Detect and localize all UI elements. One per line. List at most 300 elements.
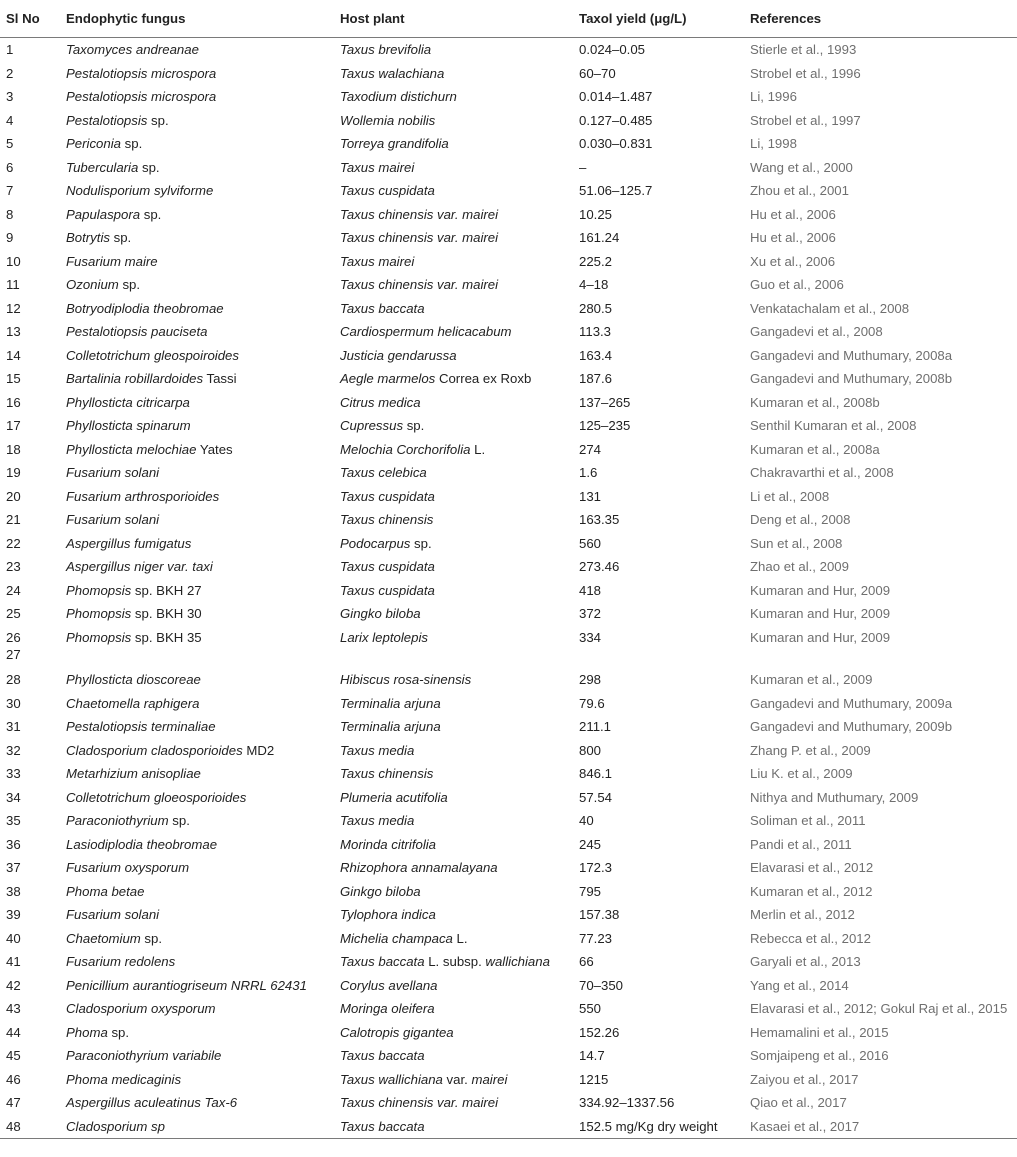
italic-segment: Colletotrichum gleospoiroides [66,347,239,363]
fungus-cell [66,1115,165,1139]
table-row [0,156,1017,180]
taxol-yield-cell: 334 [579,629,602,645]
table-row [0,344,1017,368]
sl-no-cell: 16 [6,394,21,410]
fungus-cell [66,668,201,692]
fungus-cell [66,692,199,716]
italic-segment: Rhizophora annamalayana [340,860,498,875]
fungus-cell [66,1044,221,1068]
taxol-yield-cell: 560 [579,535,602,551]
taxol-yield-cell: 298 [579,672,602,687]
fungus-cell [66,85,216,109]
italic-segment: Phomopsis [66,582,132,598]
host-plant-cell [340,414,424,438]
italic-segment: Taxus walachiana [340,65,445,81]
sl-no-cell: 6 [6,159,14,175]
fungus-cell [66,62,216,86]
reference-cell: Chakravarthi et al., 2008 [750,465,894,480]
italic-segment: Pestalotiopsis terminaliae [66,719,216,734]
sl-no-cell: 40 [6,930,21,946]
host-plant-cell [340,974,438,998]
host-plant-cell [340,579,435,603]
text-segment: sp. [147,112,169,128]
fungus-cell [66,1068,181,1092]
host-plant-cell [340,1068,507,1092]
host-plant-cell [340,668,471,692]
fungus-cell [66,203,161,227]
italic-segment: Fusarium arthrosporioides [66,488,220,504]
host-plant-cell [340,320,512,344]
sl-no-cell: 15 [6,371,21,386]
fungus-cell [66,485,219,509]
table-row [0,414,1017,438]
sl-no-cell: 3 [6,89,14,104]
italic-segment: Cladosporium cladosporioides [66,742,243,758]
italic-segment: Taxus baccata [340,954,425,969]
fungus-cell [66,762,201,786]
host-plant-cell [340,532,432,556]
host-plant-cell [340,692,441,716]
taxol-yield-cell: 0.127–0.485 [579,112,653,128]
italic-segment: Moringa oleifera [340,1001,435,1016]
reference-cell: Gangadevi and Muthumary, 2009a [750,695,953,711]
taxol-yield-cell: 57.54 [579,789,613,805]
italic-segment: Justicia gendarussa [340,347,457,363]
host-plant-cell [340,250,414,274]
header-sl-no: Sl No [6,11,40,26]
reference-cell: Zaiyou et al., 2017 [750,1071,859,1087]
host-plant-cell [340,950,550,974]
italic-segment: Phyllosticta dioscoreae [66,672,201,687]
italic-segment: Aspergillus aculeatinus Tax-6 [66,1095,238,1110]
taxol-yield-cell: 152.26 [579,1024,620,1040]
text-segment: L. [452,930,468,946]
fungus-cell [66,997,216,1021]
header-host-plant: Host plant [340,11,405,26]
host-plant-cell [340,833,436,857]
text-segment: sp. BKH 27 [131,582,202,598]
sl-no-cell: 8 [6,206,14,222]
italic-segment: Taxus cuspidata [340,582,435,598]
fungus-cell [66,809,190,833]
italic-segment: Taxus chinensis [340,766,434,781]
taxol-yield-cell: 245 [579,836,602,852]
fungus-cell [66,1091,237,1115]
italic-segment: Taxus chinensis var. mairei [340,277,499,292]
reference-cell: Wang et al., 2000 [750,159,853,175]
italic-segment: Taxus brevifolia [340,42,432,57]
italic-segment: Fusarium oxysporum [66,860,190,875]
host-plant-cell [340,762,433,786]
italic-segment: Taxus chinensis var. mairei [340,230,499,245]
host-plant-cell [340,715,441,739]
taxol-yield-cell: 14.7 [579,1048,605,1063]
italic-segment: Fusarium maire [66,253,158,269]
italic-segment: Pestalotiopsis [66,112,148,128]
reference-cell: Li, 1998 [750,136,797,151]
italic-segment: Phyllosticta melochiae [66,441,197,457]
table-row [0,250,1017,274]
sl-no-cell: 26 [6,629,21,645]
sl-no-cell: 21 [6,512,21,527]
reference-cell: Xu et al., 2006 [750,253,836,269]
table-row [0,485,1017,509]
fungus-cell [66,833,217,857]
text-segment: sp. [168,813,190,828]
table-row [0,203,1017,227]
host-plant-cell [340,903,436,927]
host-plant-cell [340,1115,425,1139]
italic-segment: Melochia Corchorifolia [340,441,471,457]
fungus-cell [66,602,202,626]
reference-cell: Kumaran and Hur, 2009 [750,606,891,621]
reference-cell: Gangadevi and Muthumary, 2008b [750,371,953,386]
italic-segment: Taxodium distichurn [340,89,457,104]
fungus-cell [66,297,224,321]
host-plant-cell [340,461,427,485]
fungus-cell [66,156,160,180]
text-segment: sp. [138,159,160,175]
taxol-yield-cell: 163.35 [579,512,620,527]
taxol-yield-cell: 172.3 [579,860,613,875]
italic-segment: Taxus cuspidata [340,183,435,198]
table-row [0,1115,1017,1140]
table-row [0,786,1017,810]
fungus-cell [66,950,175,974]
taxol-yield-cell: 163.4 [579,347,613,363]
reference-cell: Guo et al., 2006 [750,277,844,292]
taxol-yield-cell: 418 [579,582,602,598]
table-row [0,649,1017,668]
reference-cell: Kumaran et al., 2009 [750,672,873,687]
italic-segment: Cladosporium oxysporum [66,1001,216,1016]
sl-no-cell: 20 [6,488,21,504]
table-row [0,1044,1017,1068]
italic-segment: Taxus chinensis [340,512,434,527]
host-plant-cell [340,109,435,133]
host-plant-cell [340,1091,498,1115]
italic-segment: Taxus media [340,742,415,758]
taxol-yield-cell: 70–350 [579,977,624,993]
sl-no-cell: 38 [6,883,21,899]
italic-segment: Calotropis gigantea [340,1024,454,1040]
sl-no-cell: 33 [6,766,21,781]
table-row [0,997,1017,1021]
sl-no-cell: 22 [6,535,21,551]
reference-cell: Hu et al., 2006 [750,206,836,222]
taxol-yield-cell: – [579,159,587,175]
reference-cell: Strobel et al., 1997 [750,112,861,128]
header-taxol-yield: Taxol yield (μg/L) [579,11,687,26]
table-row [0,297,1017,321]
table-row [0,739,1017,763]
taxol-yield-cell: 1.6 [579,465,598,480]
sl-no-cell: 48 [6,1118,21,1134]
sl-no-cell: 2 [6,65,14,81]
host-plant-cell [340,85,457,109]
italic-segment: Taxus baccata [340,1118,425,1134]
italic-segment: Botrytis [66,230,110,245]
table-row [0,579,1017,603]
sl-no-cell: 4 [6,112,14,128]
italic-segment: Nodulisporium sylviforme [66,183,214,198]
italic-segment: Phomopsis [66,606,132,621]
reference-cell: Rebecca et al., 2012 [750,930,871,946]
italic-segment: Wollemia nobilis [340,112,436,128]
host-plant-cell [340,555,435,579]
table-row [0,1068,1017,1092]
fungus-cell [66,555,213,579]
text-segment: Yates [196,441,233,457]
italic-segment: Fusarium solani [66,512,160,527]
table-row [0,38,1017,62]
fungus-cell [66,579,202,603]
fungus-cell [66,132,142,156]
sl-no-cell: 31 [6,719,21,734]
table-row [0,1091,1017,1115]
reference-cell: Kumaran et al., 2008a [750,441,880,457]
italic-segment: Taxus baccata [340,300,425,316]
sl-no-cell: 14 [6,347,21,363]
italic-segment: Lasiodiplodia theobromae [66,836,218,852]
taxol-yield-cell: 60–70 [579,65,616,81]
reference-cell: Hemamalini et al., 2015 [750,1024,889,1040]
table-row [0,273,1017,297]
sl-no-cell: 45 [6,1048,21,1063]
text-segment: sp. [109,230,132,245]
fungus-cell [66,461,159,485]
text-segment: sp. BKH 35 [131,629,202,645]
table-row [0,762,1017,786]
text-segment: sp. BKH 30 [131,606,202,621]
sl-no-cell: 37 [6,860,21,875]
host-plant-cell [340,273,498,297]
italic-segment: Aegle marmelos [340,371,436,386]
table-row [0,692,1017,716]
text-segment: L. [470,441,486,457]
host-plant-cell [340,485,435,509]
table-body [0,38,1017,1139]
taxol-yield-cell: 795 [579,883,602,899]
host-plant-cell [340,997,435,1021]
table-row [0,927,1017,951]
fungus-cell [66,508,159,532]
italic-segment: Taxus mairei [340,159,415,175]
sl-no-cell: 36 [6,836,21,852]
italic-segment: Taxus chinensis var. mairei [340,206,499,222]
reference-cell: Kumaran et al., 2012 [750,883,873,899]
reference-cell: Gangadevi and Muthumary, 2008a [750,347,953,363]
italic-segment: Michelia champaca [340,930,453,946]
sl-no-cell: 30 [6,695,21,711]
italic-segment: Paraconiothyrium [66,813,169,828]
sl-no-cell: 9 [6,230,14,245]
host-plant-cell [340,880,421,904]
sl-no-cell: 35 [6,813,21,828]
reference-cell: Sun et al., 2008 [750,535,843,551]
taxol-yield-cell: 131 [579,488,602,504]
taxol-yield-cell: 157.38 [579,907,620,922]
fungus-cell [66,367,237,391]
italic-segment: mairei [471,1071,508,1087]
host-plant-cell [340,856,498,880]
reference-cell: Hu et al., 2006 [750,230,836,245]
taxol-yield-cell: 800 [579,742,602,758]
fungus-cell [66,38,199,62]
text-segment: var. [442,1071,472,1087]
italic-segment: Cladosporium sp [66,1118,165,1134]
fungus-cell [66,880,144,904]
table-row [0,833,1017,857]
table-row [0,715,1017,739]
italic-segment: Colletotrichum gloeosporioides [66,789,247,805]
table-row [0,950,1017,974]
italic-segment: Aspergillus fumigatus [66,535,192,551]
reference-cell: Nithya and Muthumary, 2009 [750,789,919,805]
host-plant-cell [340,367,531,391]
taxol-yield-cell: 274 [579,441,602,457]
host-plant-cell [340,62,444,86]
italic-segment: Fusarium redolens [66,954,176,969]
table-row [0,132,1017,156]
italic-segment: Plumeria acutifolia [340,789,448,805]
italic-segment: Corylus avellana [340,977,438,993]
table-header-row [0,0,1017,38]
taxol-yield-cell: 161.24 [579,230,620,245]
italic-segment: Gingko biloba [340,606,421,621]
taxol-yield-cell: 280.5 [579,300,613,316]
text-segment: sp. [403,418,425,433]
sl-no-cell: 43 [6,1001,21,1016]
sl-no-cell: 10 [6,253,21,269]
host-plant-cell [340,786,448,810]
fungus-cell [66,786,246,810]
text-segment: Correa ex Roxb [435,371,532,386]
table-row [0,555,1017,579]
text-segment: MD2 [242,742,275,758]
host-plant-cell [340,297,425,321]
sl-no-cell: 12 [6,300,21,316]
fungus-cell [66,903,159,927]
table-row [0,903,1017,927]
italic-segment: Chaetomella raphigera [66,695,200,711]
host-plant-cell [340,602,421,626]
reference-cell: Kumaran and Hur, 2009 [750,582,891,598]
italic-segment: Pestalotiopsis pauciseta [66,324,208,339]
text-segment: sp. [140,930,163,946]
italic-segment: Taxus chinensis var. mairei [340,1095,499,1110]
fungus-cell [66,250,158,274]
taxol-yield-cell: 40 [579,813,594,828]
italic-segment: Phoma medicaginis [66,1071,182,1087]
reference-cell: Li, 1996 [750,89,797,104]
fungus-cell [66,109,169,133]
italic-segment: Taxus celebica [340,465,427,480]
italic-segment: Taxus cuspidata [340,559,435,574]
sl-no-cell: 23 [6,559,21,574]
taxol-yield-cell: 137–265 [579,394,631,410]
italic-segment: Taxus cuspidata [340,488,435,504]
reference-cell: Stierle et al., 1993 [750,42,857,57]
italic-segment: Penicillium aurantiogriseum NRRL 62431 [66,977,307,993]
table-row [0,602,1017,626]
sl-no-cell: 44 [6,1024,21,1040]
taxol-yield-cell: 0.024–0.05 [579,42,646,57]
table-row [0,626,1017,650]
italic-segment: Hibiscus rosa-sinensis [340,672,472,687]
taxol-yield-cell: 372 [579,606,602,621]
italic-segment: Torreya grandifolia [340,136,449,151]
reference-cell: Qiao et al., 2017 [750,1095,847,1110]
italic-segment: Papulaspora [66,206,141,222]
reference-cell: Venkatachalam et al., 2008 [750,300,910,316]
sl-no-cell: 32 [6,742,21,758]
sl-no-cell: 5 [6,136,14,151]
host-plant-cell [340,1021,454,1045]
reference-cell: Soliman et al., 2011 [750,813,866,828]
taxol-yield-cell: 4–18 [579,277,609,292]
italic-segment: Cupressus [340,418,404,433]
italic-segment: Ozonium [66,277,119,292]
taxol-yield-cell: 211.1 [579,719,612,734]
text-segment: Tassi [203,371,237,386]
sl-no-cell: 46 [6,1071,21,1087]
host-plant-cell [340,508,433,532]
host-plant-cell [340,226,498,250]
reference-cell: Gangadevi et al., 2008 [750,324,883,339]
taxol-yield-cell: 152.5 mg/Kg dry weight [579,1118,718,1134]
reference-cell: Kumaran et al., 2008b [750,394,880,410]
table-row [0,532,1017,556]
host-plant-cell [340,626,428,650]
table-row [0,391,1017,415]
italic-segment: Taxus mairei [340,253,415,269]
text-segment: sp. [120,136,143,151]
table-row [0,226,1017,250]
reference-cell: Garyali et al., 2013 [750,954,861,969]
reference-cell: Elavarasi et al., 2012 [750,860,874,875]
sl-no-cell: 24 [6,582,21,598]
table-row [0,809,1017,833]
fungus-cell [66,414,191,438]
sl-no-cell: 17 [6,418,21,433]
reference-cell: Somjaipeng et al., 2016 [750,1048,889,1063]
taxol-yield-cell: 187.6 [579,371,613,386]
italic-segment: Taxus wallichiana [340,1071,443,1087]
host-plant-cell [340,391,421,415]
reference-cell: Kasaei et al., 2017 [750,1118,860,1134]
italic-segment: Taxus baccata [340,1048,425,1063]
italic-segment: Terminalia arjuna [340,695,441,711]
fungus-cell [66,715,216,739]
reference-cell: Zhou et al., 2001 [750,183,849,198]
table-row [0,62,1017,86]
sl-no-cell: 42 [6,977,21,993]
taxol-yield-cell: 0.014–1.487 [579,89,653,104]
fungus-cell [66,1021,129,1045]
fungus-cell [66,320,207,344]
taxol-yield-cell: 1215 [579,1071,609,1087]
taxol-yield-cell: 51.06–125.7 [579,183,653,198]
italic-segment: Phyllosticta citricarpa [66,394,190,410]
italic-segment: Morinda citrifolia [340,836,437,852]
reference-cell: Pandi et al., 2011 [750,836,852,852]
table-row [0,438,1017,462]
italic-segment: Bartalinia robillardoides [66,371,204,386]
italic-segment: Pestalotiopsis microspora [66,65,217,81]
sl-no-cell: 7 [6,183,14,198]
taxol-yield-cell: 0.030–0.831 [579,136,653,151]
